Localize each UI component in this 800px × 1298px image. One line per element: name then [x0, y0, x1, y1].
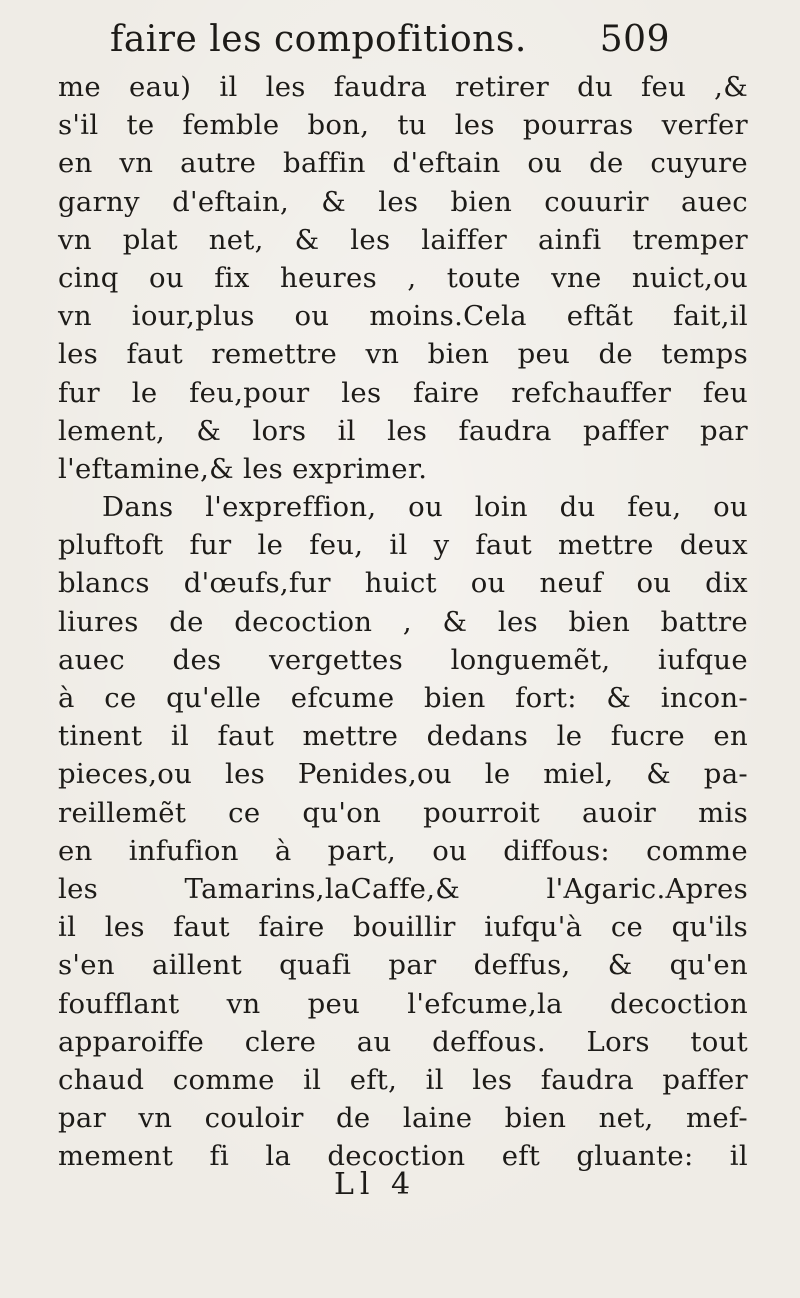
text-line: s'il te femble bon, tu les pourras verfer [58, 109, 748, 142]
text-line: l'eftamine,& les exprimer. [58, 452, 428, 485]
page-number: 509 [599, 19, 670, 60]
text-line: fur le feu,pour les faire refchauffer feu [58, 376, 748, 409]
text-line: en infufion à part, ou diffous: comme [58, 834, 748, 867]
text-line: chaud comme il eft, il les faudra paffer [58, 1063, 748, 1096]
text-line: Dans l'expreffion, ou loin du feu, ou [102, 491, 748, 524]
text-line: tinent il faut mettre dedans le fucre en [58, 720, 748, 753]
text-line: s'en aillent quafi par deffus, & qu'en [58, 949, 748, 982]
text-line: apparoiffe clere au deffous. Lors tout [58, 1025, 748, 1058]
text-line: auec des vergettes longuemẽt, iufque [58, 643, 748, 676]
signature-mark: Ll 4 [334, 1167, 417, 1202]
text-line: garny d'eftain, & les bien couurir auec [58, 185, 748, 218]
text-line: vn iour,plus ou moins.Cela eftãt fait,il [58, 300, 748, 333]
text-line: les Tamarins,laCaffe,& l'Agaric.Apres [58, 872, 748, 905]
text-line: vn plat net, & les laiffer ainfi tremper [58, 223, 748, 256]
text-line: pieces,ou les Penides,ou le miel, & pa- [58, 758, 748, 791]
text-line: à ce qu'elle efcume bien fort: & incon- [58, 682, 748, 714]
text-line: pluftoft fur le feu, il y faut mettre deux [58, 529, 748, 562]
text-line: par vn couloir de laine bien net, mef- [58, 1102, 748, 1135]
text-line: reillemẽt ce qu'on pourroit auoir mis [58, 796, 748, 829]
text-line: les faut remettre vn bien peu de temps [58, 338, 748, 371]
body-text [58, 68, 748, 1175]
text-line: blancs d'œufs,fur huict ou neuf ou dix [58, 567, 748, 600]
running-title: faire les compofitions. [110, 19, 527, 60]
text-line: lement, & lors il les faudra paffer par [58, 414, 748, 447]
text-line: cinq ou fix heures , toute vne nuict,ou [58, 261, 748, 294]
text-line: mement fi la decoction eft gluante: il [58, 1140, 748, 1173]
text-line: foufflant vn peu l'efcume,la decoction [58, 987, 748, 1020]
text-line: liures de decoction , & les bien battre [58, 605, 748, 638]
running-head [110, 14, 670, 66]
text-line: en vn autre baffin d'eftain ou de cuyure [58, 147, 748, 180]
text-line: me eau) il les faudra retirer du feu ,& [58, 71, 748, 103]
text-line: il les faut faire bouillir iufqu'à ce qu'ils [58, 911, 748, 944]
